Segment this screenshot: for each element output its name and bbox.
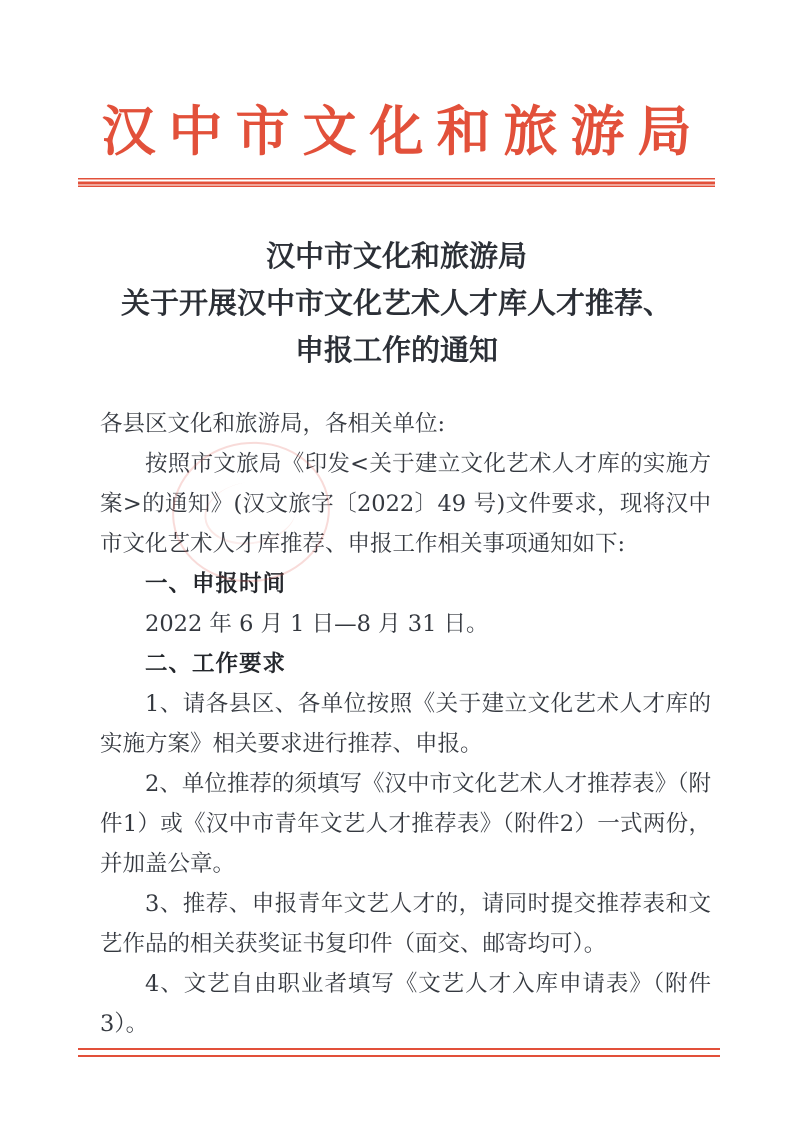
work-requirement-item-3: 3、推荐、申报青年文艺人才的，请同时提交推荐表和文艺作品的相关获奖证书复印件（面交、邮寄均可）。 (100, 891, 711, 957)
document-title-line-1: 汉中市文化和旅游局 (265, 239, 527, 273)
document-title-line-3: 申报工作的通知 (294, 333, 498, 367)
salutation: 各县区文化和旅游局，各相关单位: (100, 411, 446, 437)
footer-double-rule (78, 1048, 720, 1057)
document-body (100, 404, 711, 1044)
work-requirement-item-4: 4、文艺自由职业者填写《文艺人才入库申请表》（附件3）。 (100, 971, 711, 1037)
document-title-line-2: 关于开展汉中市文化艺术人才库人才推荐、 (120, 286, 672, 320)
section-1-date-range: 2022 年 6 月 1 日—8 月 31 日。 (145, 611, 489, 637)
letterhead-org-name: 汉中市文化和旅游局 (101, 99, 705, 163)
letterhead-rule (78, 178, 715, 187)
document-title (60, 233, 733, 374)
section-2-heading: 二、工作要求 (145, 651, 287, 677)
letterhead-banner (78, 96, 715, 187)
work-requirement-item-1: 1、请各县区、各单位按照《关于建立文化艺术人才库的实施方案》相关要求进行推荐、申报。 (100, 691, 711, 757)
section-1-heading: 一、申报时间 (145, 571, 287, 597)
intro-paragraph: 按照市文旅局《印发<关于建立文化艺术人才库的实施方案>的通知》(汉文旅字〔2022〕49 号)文件要求，现将汉中市文化艺术人才库推荐、申报工作相关事项通知如下: (100, 451, 711, 557)
work-requirement-item-2: 2、单位推荐的须填写《汉中市文化艺术人才推荐表》（附件1）或《汉中市青年文艺人才推荐表》（附件2）一式两份，并加盖公章。 (100, 771, 711, 877)
